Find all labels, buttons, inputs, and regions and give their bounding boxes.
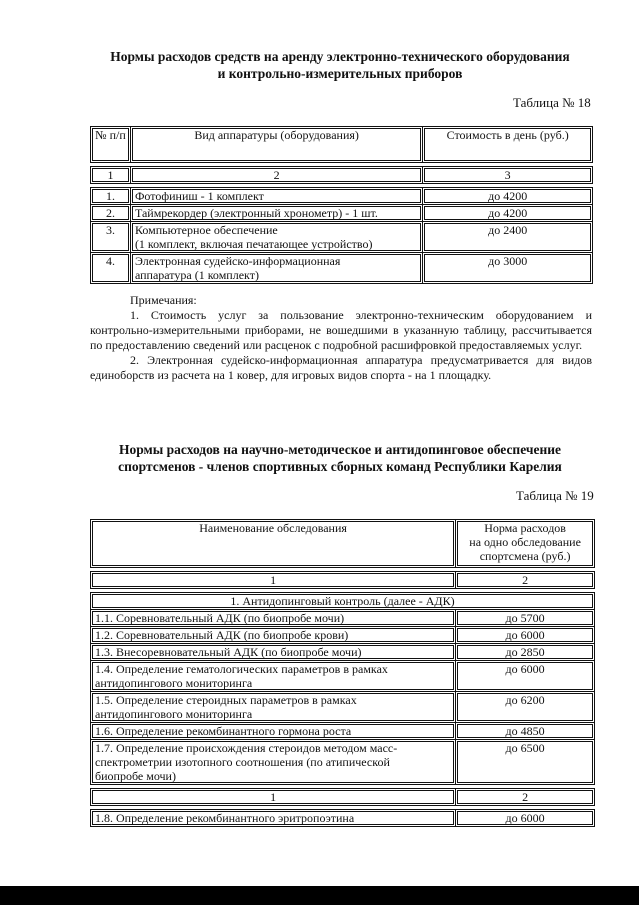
examination-name xyxy=(91,692,456,723)
note-2: 2. Электронная судейско-информационная аппаратура предусматривается для видов единоборств из расчета на 1 ковер, для игровых видов спорта - на 1 площадку. xyxy=(90,353,592,382)
equipment-name xyxy=(130,222,422,253)
header-number: № п/п xyxy=(91,127,131,163)
numbering-cell: 3 xyxy=(423,167,593,184)
group-heading: 1. Антидопинговый контроль (далее - АДК) xyxy=(91,593,595,610)
examination-name-line1: 1.7. Определение происхождения стероидов методом масс- xyxy=(95,741,398,755)
examination-name: 1.3. Внесоревновательный АДК (по биопробе мочи) xyxy=(91,644,456,661)
table18-title xyxy=(60,48,620,82)
header-norm-line3: спортсмена (руб.) xyxy=(479,549,571,563)
table-row xyxy=(91,740,595,785)
equipment-cost: до 3000 xyxy=(423,253,593,284)
note-1: 1. Стоимость услуг за пользование электронно-техническим оборудованием и контрольно-измерительными приборами, не вошедшими в указанную таблицу, рассчитывается по предоставлению сведений или расценок с подробной расшифровкой предоставляемых услуг. xyxy=(90,308,592,352)
row-number: 2. xyxy=(91,205,131,222)
examination-cost: до 6500 xyxy=(456,740,595,785)
equipment-cost: до 2400 xyxy=(423,222,593,253)
equipment-name-line2: аппаратура (1 комплект) xyxy=(134,268,259,282)
table18-title-line2: и контрольно-измерительных приборов xyxy=(217,66,463,81)
table-row xyxy=(91,661,595,692)
numbering-cell: 1 xyxy=(91,789,456,806)
examination-cost: до 6000 xyxy=(456,810,595,827)
table19-number: Таблица № 19 xyxy=(516,488,594,503)
notes-heading: Примечания: xyxy=(130,293,197,307)
equipment-name: Таймрекордер (электронный хронометр) - 1 шт. xyxy=(130,205,422,222)
row-number: 4. xyxy=(91,253,131,284)
equipment-name: Фотофиниш - 1 комплект xyxy=(130,188,422,205)
examination-name-line2: антидопингового мониторинга xyxy=(95,707,253,721)
header-examination: Наименование обследования xyxy=(91,520,456,568)
examination-name-line3: биопробе мочи) xyxy=(95,769,176,783)
table-row xyxy=(91,253,593,284)
table-row xyxy=(91,644,595,661)
examination-name: 1.6. Определение рекомбинантного гормона роста xyxy=(91,723,456,740)
equipment-cost: до 4200 xyxy=(423,205,593,222)
equipment-name-line1: Электронная судейско-информационная xyxy=(134,254,341,268)
examination-cost: до 2850 xyxy=(456,644,595,661)
row-number: 3. xyxy=(91,222,131,253)
table-row xyxy=(91,692,595,723)
table19-title xyxy=(60,441,620,475)
table-row xyxy=(91,810,595,827)
table-row xyxy=(91,205,593,222)
scan-bottom-edge xyxy=(0,886,639,905)
examination-name-line2: спектрометрии изотопного соотношения (по атипической xyxy=(95,755,390,769)
examination-name xyxy=(91,740,456,785)
table-row xyxy=(91,723,595,740)
table-19 xyxy=(90,519,595,827)
equipment-cost: до 4200 xyxy=(423,188,593,205)
table-row xyxy=(91,188,593,205)
examination-name-line2: антидопингового мониторинга xyxy=(95,676,253,690)
numbering-cell: 2 xyxy=(456,789,595,806)
table-row xyxy=(91,222,593,253)
table18-title-line1: Нормы расходов средств на аренду электронно-технического оборудования xyxy=(110,49,570,64)
examination-name-line1: 1.5. Определение стероидных параметров в рамках xyxy=(95,693,357,707)
examination-name: 1.1. Соревновательный АДК (по биопробе мочи) xyxy=(91,610,456,627)
table18-number: Таблица № 18 xyxy=(513,95,591,110)
examination-cost: до 6000 xyxy=(456,661,595,692)
examination-cost: до 6000 xyxy=(456,627,595,644)
examination-cost: до 6200 xyxy=(456,692,595,723)
examination-cost: до 5700 xyxy=(456,610,595,627)
examination-name: 1.8. Определение рекомбинантного эритропоэтина xyxy=(91,810,456,827)
numbering-cell: 1 xyxy=(91,167,131,184)
examination-name-line1: 1.4. Определение гематологических параметров в рамках xyxy=(95,662,388,676)
numbering-cell: 2 xyxy=(130,167,422,184)
table-row xyxy=(91,610,595,627)
examination-cost: до 4850 xyxy=(456,723,595,740)
table-row xyxy=(91,627,595,644)
equipment-name-line2: (1 комплект, включая печатающее устройство) xyxy=(134,237,373,251)
header-norm-line2: на одно обследование xyxy=(469,535,581,549)
header-equipment: Вид аппаратуры (оборудования) xyxy=(130,127,422,163)
table19-title-line2: спортсменов - членов спортивных сборных команд Республики Карелия xyxy=(118,459,562,474)
header-norm-line1: Норма расходов xyxy=(484,521,566,535)
numbering-cell: 2 xyxy=(456,572,595,589)
table-18 xyxy=(90,126,593,284)
table19-title-line1: Нормы расходов на научно-методическое и антидопинговое обеспечение xyxy=(118,442,562,457)
equipment-name xyxy=(130,253,422,284)
row-number: 1. xyxy=(91,188,131,205)
header-norm xyxy=(456,520,595,568)
examination-name: 1.2. Соревновательный АДК (по биопробе крови) xyxy=(91,627,456,644)
equipment-name-line1: Компьютерное обеспечение xyxy=(134,223,278,237)
table18-notes xyxy=(90,293,592,383)
examination-name xyxy=(91,661,456,692)
numbering-cell: 1 xyxy=(91,572,456,589)
header-cost: Стоимость в день (руб.) xyxy=(423,127,593,163)
